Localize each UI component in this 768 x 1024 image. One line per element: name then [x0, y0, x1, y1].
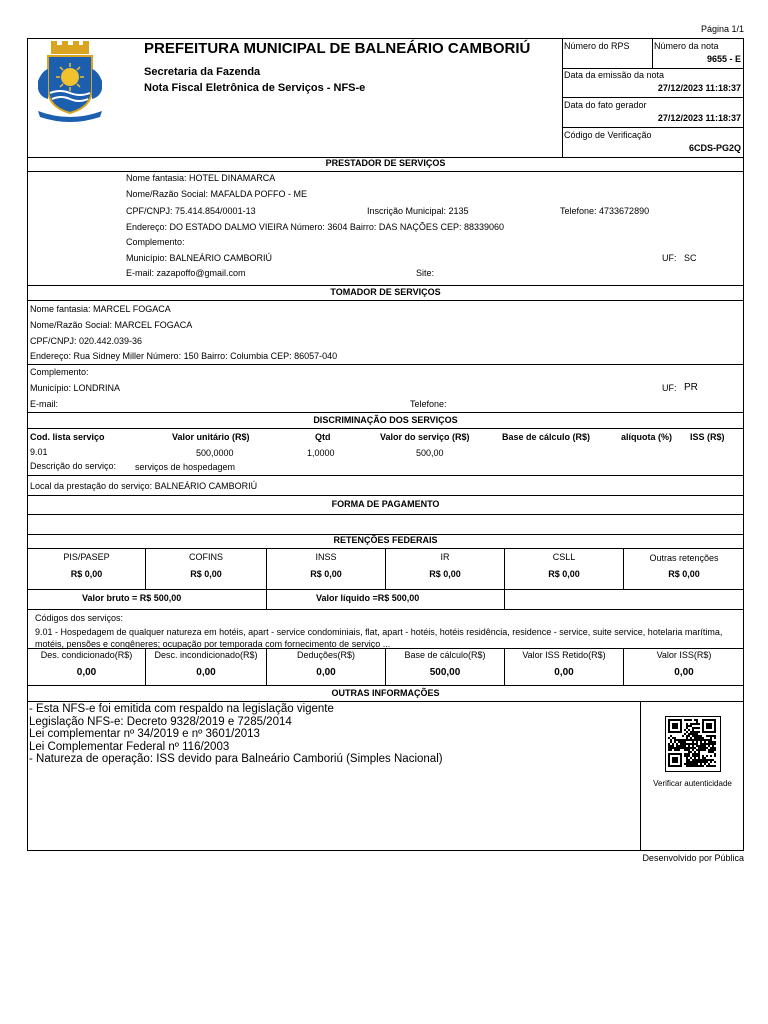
provider-municipal-registration: Inscrição Municipal: 2135 [367, 206, 469, 216]
customer-cpf: CPF/CNPJ: 020.442.039-36 [30, 336, 143, 346]
service-description: serviços de hospedagem [135, 462, 236, 472]
provider-section-title: PRESTADOR DE SERVIÇOS [325, 158, 446, 168]
iss-value-label: Valor ISS(R$) [656, 650, 712, 660]
customer-complement: Complemento: [30, 367, 89, 377]
col-service-value: Valor do serviço (R$) [380, 432, 470, 442]
col-tax-base: Base de cálculo (R$) [502, 432, 591, 442]
other-withholdings-label: Outras retenções [649, 553, 719, 563]
other-info-line: - Natureza de operação: ISS devido para Balneário Camboriú (Simples Nacional) [29, 753, 443, 765]
rps-number-label: Número do RPS [564, 41, 630, 51]
other-info-line: Lei complementar nº 34/2019 e nº 3601/2013 [29, 728, 260, 740]
provider-address: Endereço: DO ESTADO DALMO VIEIRA Número: 3604 Bairro: DAS NAÇÕES CEP: 88339060 [126, 222, 504, 232]
service-codes-label: Códigos dos serviços: [35, 613, 124, 623]
customer-phone: Telefone: [410, 399, 447, 409]
col-unit-value: Valor unitário (R$) [172, 432, 250, 442]
col-rate: alíquota (%) [621, 432, 672, 442]
col-service-code: Cod. lista serviço [30, 432, 105, 442]
iss-value: 0,00 [674, 667, 694, 678]
qr-code-pattern [666, 717, 718, 769]
provider-state-label: UF: [662, 253, 677, 263]
verify-authenticity-link[interactable]: Verificar autenticidade [653, 779, 732, 788]
customer-state-label: UF: [662, 383, 677, 393]
invoice-number-label: Número da nota [654, 41, 719, 51]
other-info-section-title: OUTRAS INFORMAÇÕES [331, 688, 440, 698]
issue-date-label: Data da emissão da nota [564, 70, 665, 80]
provider-cnpj: CPF/CNPJ: 75.414.854/0001-13 [126, 206, 256, 216]
other-info-line: - Esta NFS-e foi emitida com respaldo na legislação vigente [29, 703, 334, 715]
cofins-label: COFINS [188, 552, 223, 562]
provider-phone: Telefone: 4733672890 [560, 206, 650, 216]
provider-complement: Complemento: [126, 237, 185, 247]
other-withholdings-value: R$ 0,00 [668, 569, 700, 579]
customer-state: PR [684, 382, 698, 393]
service-quantity: 1,0000 [307, 448, 335, 458]
pis-value: R$ 0,00 [70, 569, 103, 579]
pis-label: PIS/PASEP [63, 552, 110, 562]
csll-label: CSLL [552, 552, 576, 562]
footer-credit: Desenvolvido por Pública [642, 853, 744, 863]
provider-email: E-mail: zazapoffo@gmail.com [126, 268, 246, 278]
customer-section-title: TOMADOR DE SERVIÇOS [330, 287, 441, 297]
inss-value: R$ 0,00 [310, 569, 342, 579]
conditional-discount-label: Des. condicionado(R$) [40, 650, 133, 660]
verification-code-value: 6CDS-PG2Q [688, 143, 741, 153]
taxable-event-date-value: 27/12/2023 11:18:37 [657, 113, 741, 123]
customer-email: E-mail: [30, 399, 59, 409]
services-section-title: DISCRIMINAÇÃO DOS SERVIÇOS [313, 415, 458, 425]
service-codes-text: 9.01 - Hospedagem de qualquer natureza em hotéis, apart - service condominiais, flat, apart - hotéis, hotéis residência, residence - service, suite service, hotelaria marítima, motéis, pensões e congêneres; ocupação por temporada com fornecimento de serviço ... [35, 627, 723, 649]
taxable-event-date-label: Data do fato gerador [564, 100, 647, 110]
col-quantity: Qtd [315, 432, 331, 442]
other-info-line: Legislação NFS-e: Decreto 9328/2019 e 7285/2014 [29, 715, 292, 728]
withholdings-section-title: RETENÇÕES FEDERAIS [333, 535, 438, 545]
service-unit-value: 500,0000 [196, 448, 234, 458]
gross-value: Valor bruto = R$ 500,00 [82, 593, 182, 603]
issue-date-value: 27/12/2023 11:18:37 [657, 83, 741, 93]
service-value: 500,00 [416, 448, 444, 458]
iss-withheld-value: 0,00 [554, 667, 574, 678]
deductions-label: Deduções(R$) [296, 650, 356, 660]
document-type: Nota Fiscal Eletrônica de Serviços - NFS-e [144, 82, 366, 94]
unconditional-discount-label: Desc. incondicionado(R$) [154, 650, 258, 660]
provider-trade-name: Nome fantasia: HOTEL DINAMARCA [126, 173, 276, 183]
service-codes-section [27, 609, 744, 649]
document-title: PREFEITURA MUNICIPAL DE BALNEÁRIO CAMBORIÚ [144, 40, 531, 57]
department-name: Secretaria da Fazenda [144, 66, 261, 78]
service-location: Local da prestação do serviço: BALNEÁRIO CAMBORIÚ [30, 481, 258, 491]
inss-label: INSS [315, 552, 337, 562]
customer-city: Município: LONDRINA [30, 383, 121, 393]
page-number: Página 1/1 [700, 24, 744, 34]
ir-value: R$ 0,00 [429, 569, 461, 579]
other-info-line: Lei Complementar Federal nº 116/2003 [29, 740, 230, 753]
net-value: Valor líquido =R$ 500,00 [316, 593, 420, 603]
verification-code-label: Código de Verificação [564, 130, 652, 140]
service-description-label: Descrição do serviço: [30, 461, 117, 471]
payment-section-title: FORMA DE PAGAMENTO [331, 499, 440, 509]
iss-withheld-label: Valor ISS Retido(R$) [522, 650, 606, 660]
verification-qr-code[interactable] [665, 716, 721, 772]
provider-state: SC [684, 253, 697, 263]
provider-site: Site: [416, 268, 435, 278]
customer-trade-name: Nome fantasia: MARCEL FOGACA [30, 304, 171, 314]
csll-value: R$ 0,00 [548, 569, 580, 579]
unconditional-discount-value: 0,00 [196, 667, 216, 678]
customer-address: Endereço: Rua Sidney Miller Número: 150 Bairro: Columbia CEP: 86057-040 [30, 351, 338, 361]
city-coat-of-arms-logo [34, 41, 106, 123]
customer-legal-name: Nome/Razão Social: MARCEL FOGACA [30, 320, 193, 330]
invoice-number-value: 9655 - E [706, 54, 741, 64]
provider-city: Município: BALNEÁRIO CAMBORIÚ [126, 253, 273, 263]
deductions-value: 0,00 [316, 667, 336, 678]
other-info-text [29, 703, 443, 766]
col-iss: ISS (R$) [690, 432, 725, 442]
cofins-value: R$ 0,00 [190, 569, 222, 579]
conditional-discount-value: 0,00 [76, 667, 97, 678]
provider-legal-name: Nome/Razão Social: MAFALDA POFFO - ME [126, 189, 308, 199]
service-code: 9.01 [30, 447, 48, 457]
tax-base-label: Base de cálculo(R$) [404, 650, 486, 660]
ir-label: IR [440, 552, 450, 562]
tax-base-value: 500,00 [429, 667, 461, 678]
